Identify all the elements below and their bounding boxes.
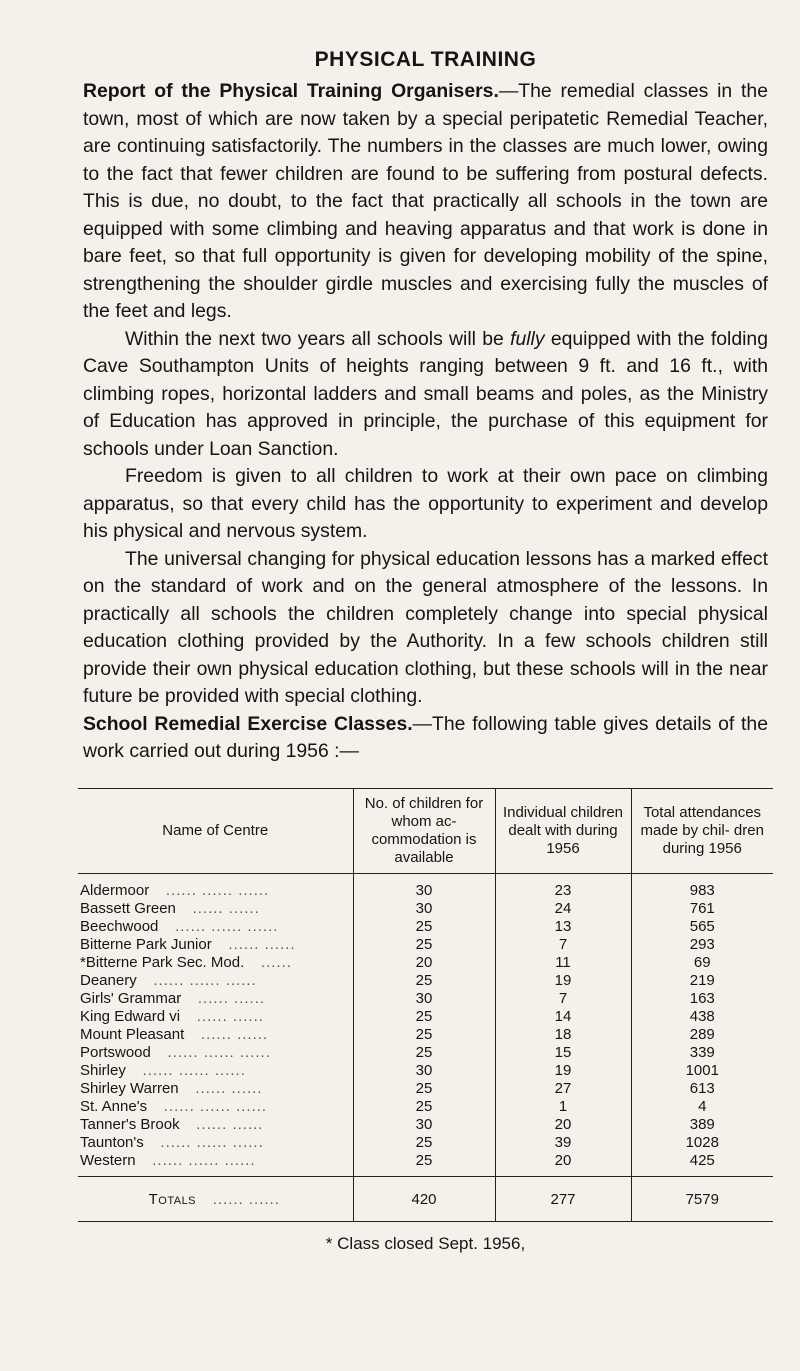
totals-dots: ...... ......: [212, 1190, 280, 1208]
table-row: [78, 1062, 773, 1080]
centre-name-cell: [78, 954, 353, 972]
individual-cell: 23: [495, 873, 631, 900]
attendances-cell: 219: [631, 972, 773, 990]
table-row: [78, 1116, 773, 1134]
paragraph-report: [83, 78, 768, 326]
accommodation-cell: 30: [353, 1116, 495, 1134]
report-text: —The remedial classes in the town, most of which are now taken by a special peripatetic Remedial Teacher, are continuing satisfactorily. The numbers in the classes are much lower, owing to the fact that fewer children are found to be suffering from postural defects. This is due, no doubt, to the fact that practically all schools in the town are equipped with some climbing and heaving apparatus and that work is done in bare feet, so that full opportunity is given for developing mobility of the spine, strengthening the shoulder girdle muscles and exercising fully the muscles of the feet and legs.: [83, 80, 768, 322]
centre-name-cell: [78, 990, 353, 1008]
centre-name-cell: [78, 972, 353, 990]
table-row: [78, 954, 773, 972]
centre-name-cell: [78, 873, 353, 900]
individual-cell: 1: [495, 1098, 631, 1116]
accommodation-cell: 25: [353, 1026, 495, 1044]
table-row: [78, 1026, 773, 1044]
accommodation-cell: 25: [353, 1098, 495, 1116]
paragraph-freedom: Freedom is given to all children to work at their own pace on climbing apparatus, so that every child has the opportunity to experiment and develop his physical and nervous system.: [83, 465, 768, 542]
leader-dots: ...... ...... ......: [152, 1151, 256, 1169]
leader-dots: ...... ......: [196, 1007, 264, 1025]
leader-dots: ...... ......: [197, 989, 266, 1007]
table-row: [78, 1134, 773, 1152]
individual-cell: 14: [495, 1008, 631, 1026]
totals-label-cell: [78, 1176, 353, 1221]
attendances-cell: 163: [631, 990, 773, 1008]
individual-cell: 11: [495, 954, 631, 972]
table-row: [78, 1098, 773, 1116]
accommodation-cell: 25: [353, 1152, 495, 1177]
table-row: [78, 1044, 773, 1062]
centre-name: *Bitterne Park Sec. Mod.: [80, 953, 245, 971]
individual-cell: 19: [495, 972, 631, 990]
individual-cell: 19: [495, 1062, 631, 1080]
centre-name: Tanner's Brook: [80, 1115, 180, 1133]
page-title: PHYSICAL TRAINING: [314, 48, 537, 71]
attendances-cell: 389: [631, 1116, 773, 1134]
table-row: [78, 936, 773, 954]
centre-name-cell: [78, 1008, 353, 1026]
attendances-cell: 4: [631, 1098, 773, 1116]
centre-name: Beechwood: [80, 917, 159, 935]
centre-name: Aldermoor: [80, 881, 150, 899]
individual-cell: 39: [495, 1134, 631, 1152]
header-accommodation: No. of children for whom ac- commodation is available: [353, 788, 495, 873]
centre-name: St. Anne's: [80, 1097, 148, 1115]
accommodation-cell: 25: [353, 918, 495, 936]
totals-row: [78, 1176, 773, 1221]
report-lead: Report of the Physical Training Organisers.: [83, 80, 499, 102]
accommodation-cell: 25: [353, 936, 495, 954]
centre-name-cell: [78, 1116, 353, 1134]
accommodation-cell: 30: [353, 900, 495, 918]
attendances-cell: 425: [631, 1152, 773, 1177]
leader-dots: ...... ...... ......: [142, 1061, 246, 1079]
centre-name-cell: [78, 1098, 353, 1116]
leader-dots: ...... ......: [195, 1079, 263, 1097]
table-row: [78, 1080, 773, 1098]
accommodation-cell: 30: [353, 873, 495, 900]
individual-cell: 24: [495, 900, 631, 918]
table-row: [78, 1152, 773, 1177]
table-row: [78, 1008, 773, 1026]
accommodation-cell: 30: [353, 990, 495, 1008]
equipment-text-end: equipped with the folding Cave Southampton Units of heights ranging between 9 ft. and 16 ft., with climbing ropes, horizontal ladders and small beams and poles, as the Ministry of Education has approved in principle, the purchase of this equipment for schools under Loan Sanction.: [83, 327, 768, 460]
individual-cell: 27: [495, 1080, 631, 1098]
individual-cell: 15: [495, 1044, 631, 1062]
centre-name-cell: [78, 936, 353, 954]
attendances-cell: 339: [631, 1044, 773, 1062]
centre-name: Bassett Green: [80, 899, 176, 917]
individual-cell: 13: [495, 918, 631, 936]
attendances-cell: 983: [631, 873, 773, 900]
table-row: [78, 990, 773, 1008]
accommodation-cell: 25: [353, 1080, 495, 1098]
individual-cell: 20: [495, 1152, 631, 1177]
accommodation-cell: 20: [353, 954, 495, 972]
leader-dots: ...... ...... ......: [175, 917, 279, 935]
leader-dots: ...... ......: [200, 1025, 269, 1043]
centre-name-cell: [78, 918, 353, 936]
centre-name: Portswood: [80, 1043, 151, 1061]
attendances-cell: 565: [631, 918, 773, 936]
centre-name-cell: [78, 900, 353, 918]
centre-name: Taunton's: [80, 1133, 144, 1151]
centre-name-cell: [78, 1044, 353, 1062]
individual-cell: 7: [495, 990, 631, 1008]
remedial-text: —The following table gives details of the work carried out during 1956 :—: [83, 712, 768, 762]
table-header-row: [78, 788, 773, 873]
table-body: [78, 873, 773, 1176]
centre-name: Deanery: [80, 971, 137, 989]
centre-name-cell: [78, 1026, 353, 1044]
remedial-lead: School Remedial Exercise Classes.: [83, 712, 413, 735]
centre-name: King Edward vi: [80, 1007, 181, 1025]
centre-name: Shirley: [80, 1061, 126, 1079]
attendances-cell: 69: [631, 954, 773, 972]
attendances-cell: 761: [631, 900, 773, 918]
table-row: [78, 900, 773, 918]
accommodation-cell: 25: [353, 972, 495, 990]
leader-dots: ...... ...... ......: [165, 881, 270, 899]
table-row: [78, 918, 773, 936]
attendances-cell: 293: [631, 936, 773, 954]
individual-cell: 20: [495, 1116, 631, 1134]
centre-name-cell: [78, 1080, 353, 1098]
leader-dots: ...... ...... ......: [160, 1133, 264, 1151]
paragraph-equipment: [83, 326, 768, 464]
paragraph-remedial-classes: [83, 711, 768, 766]
leader-dots: ...... ...... ......: [167, 1043, 271, 1061]
accommodation-cell: 25: [353, 1008, 495, 1026]
leader-dots: ...... ......: [192, 899, 260, 917]
equipment-text-start: Within the next two years all schools will be: [125, 327, 511, 350]
leader-dots: ...... ...... ......: [153, 971, 257, 989]
centre-name-cell: [78, 1152, 353, 1177]
table-row: [78, 972, 773, 990]
footnote: * Class closed Sept. 1956,: [325, 1233, 526, 1253]
leader-dots: ......: [260, 953, 292, 971]
leader-dots: ...... ......: [196, 1115, 264, 1133]
centre-name-cell: [78, 1134, 353, 1152]
header-attendances: Total attendances made by chil- dren during 1956: [631, 788, 773, 873]
header-individual: Individual children dealt with during 1956: [495, 788, 631, 873]
leader-dots: ...... ......: [228, 935, 296, 953]
individual-cell: 18: [495, 1026, 631, 1044]
header-centre: Name of Centre: [78, 788, 353, 873]
centre-name: Western: [80, 1151, 136, 1169]
paragraph-changing: The universal changing for physical education lessons has a marked effect on the standard of work and on the general atmosphere of the lessons. In practically all schools the children completely change into special physical education clothing provided by the Authority. In a few schools children still provide their own physical education clothing, but these schools will in the near future be provided with special clothing.: [83, 547, 768, 707]
accommodation-cell: 25: [353, 1044, 495, 1062]
attendances-cell: 1001: [631, 1062, 773, 1080]
leader-dots: ...... ...... ......: [163, 1097, 268, 1115]
centre-name: Girls' Grammar: [80, 989, 182, 1007]
centre-name: Shirley Warren: [80, 1079, 179, 1097]
totals-individual: 277: [495, 1176, 631, 1221]
accommodation-cell: 30: [353, 1062, 495, 1080]
centre-name: Mount Pleasant: [80, 1025, 185, 1043]
equipment-emphasis: fully: [510, 327, 545, 350]
table-row: [78, 873, 773, 900]
centre-name: Bitterne Park Junior: [80, 935, 212, 953]
remedial-classes-table: [78, 788, 773, 1222]
centre-name-cell: [78, 1062, 353, 1080]
totals-label: Totals: [148, 1190, 197, 1208]
totals-attendances: 7579: [631, 1176, 773, 1221]
totals-accommodation: 420: [353, 1176, 495, 1221]
attendances-cell: 1028: [631, 1134, 773, 1152]
accommodation-cell: 25: [353, 1134, 495, 1152]
attendances-cell: 613: [631, 1080, 773, 1098]
individual-cell: 7: [495, 936, 631, 954]
document-page: [80, 48, 768, 1254]
attendances-cell: 438: [631, 1008, 773, 1026]
attendances-cell: 289: [631, 1026, 773, 1044]
